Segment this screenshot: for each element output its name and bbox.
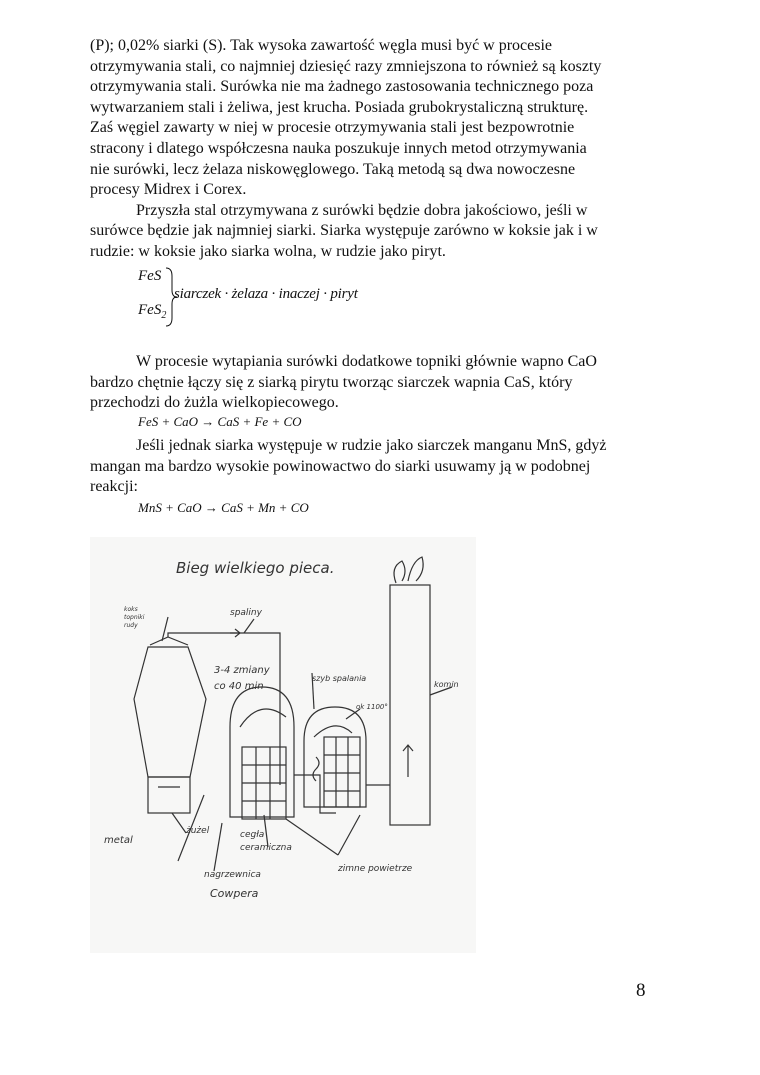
label-flue-gas: spaliny <box>230 608 262 618</box>
label-heater-2: Cowpera <box>210 887 259 900</box>
label-metal: metal <box>104 835 133 846</box>
formula-description: siarczek · żelaza · inaczej · piryt <box>174 286 358 302</box>
text-line: Zaś węgiel zawarty w niej w procesie otrzymywania stali jest bezpowrotnie <box>90 119 575 137</box>
text-line: przechodzi do żużla wielkopiecowego. <box>90 394 339 412</box>
text-line: otrzymywania stali, co najmniej dziesięć razy zmniejszona to również są koszty <box>90 57 602 75</box>
label-cold-air: zimne powietrze <box>338 864 413 874</box>
label-combustion-shaft: szyb spalania <box>312 674 367 683</box>
text-line: Przyszła stal otrzymywana z surówki będzie dobra jakościowo, jeśli w <box>136 201 588 219</box>
formula-fes2 <box>138 302 166 321</box>
label-cycle-2: co 40 min <box>214 681 264 692</box>
label-charge-2: topniki <box>124 614 145 621</box>
paragraph-3 <box>90 352 680 414</box>
text-line: procesy Midrex i Corex. <box>90 181 247 199</box>
diagram-title: Bieg wielkiego pieca. <box>176 559 335 577</box>
text-line: wytwarzaniem stali i żeliwa, jest krucha. Posiada grubokrystaliczną strukturę. <box>90 98 589 116</box>
text-line: rudzie: w koksie jako siarka wolna, w rudzie jako piryt. <box>90 242 446 260</box>
equation-mns: MnS + CaO → CaS + Mn + CO <box>138 500 309 515</box>
text-line: W procesie wytapiania surówki dodatkowe topniki głównie wapno CaO <box>136 353 597 370</box>
text-line: surówce będzie jak najmniej siarki. Siarka występuje zarówno w koksie jak i w <box>90 222 598 240</box>
diagram-paper <box>90 537 476 953</box>
label-charge-1: koks <box>124 606 138 613</box>
page-number: 8 <box>636 980 646 1001</box>
text-line: nie surówki, lecz żelaza niskowęglowego. Taką metodą są dwa nowoczesne <box>90 160 576 178</box>
equation-fes: FeS + CaO → CaS + Fe + CO <box>138 414 302 429</box>
text-line: mangan ma bardzo wysokie powinowactwo do siarki usuwamy ją w podobnej <box>90 457 591 475</box>
label-brick-1: cegła <box>240 830 265 840</box>
text-line: Jeśli jednak siarka występuje w rudzie jako siarczek manganu MnS, gdyż <box>136 437 607 454</box>
text-line: bardzo chętnie łączy się z siarką pirytu tworząc siarczek wapnia CaS, który <box>90 373 573 391</box>
formula-fes: FeS <box>138 268 162 284</box>
label-cycle-1: 3-4 zmiany <box>214 665 270 676</box>
text-line: reakcji: <box>90 478 138 496</box>
label-temperature: ok 1100° <box>356 703 388 711</box>
paragraph-1 <box>90 36 680 263</box>
label-chimney: komin <box>434 680 459 689</box>
label-heater-1: nagrzewnica <box>204 870 261 880</box>
label-charge-3: rudy <box>124 622 138 629</box>
label-brick-2: ceramiczna <box>240 843 292 853</box>
paragraph-4 <box>90 436 680 498</box>
text-line: (P); 0,02% siarki (S). Tak wysoka zawartość węgla musi być w procesie <box>90 37 553 54</box>
text-line: otrzymywania stali. Surówka nie ma żadnego zastosowania technicznego poza <box>90 78 594 96</box>
text-line: stracony i dlatego współczesna nauka poszukuje innych metod otrzymywania <box>90 139 587 157</box>
pyrite-formula-block <box>136 268 456 330</box>
formula-fes2-main: FeS <box>138 302 162 318</box>
formula-fes2-subscript: 2 <box>161 310 167 321</box>
blast-furnace-diagram <box>90 537 476 953</box>
label-slag: żużel <box>186 826 210 836</box>
